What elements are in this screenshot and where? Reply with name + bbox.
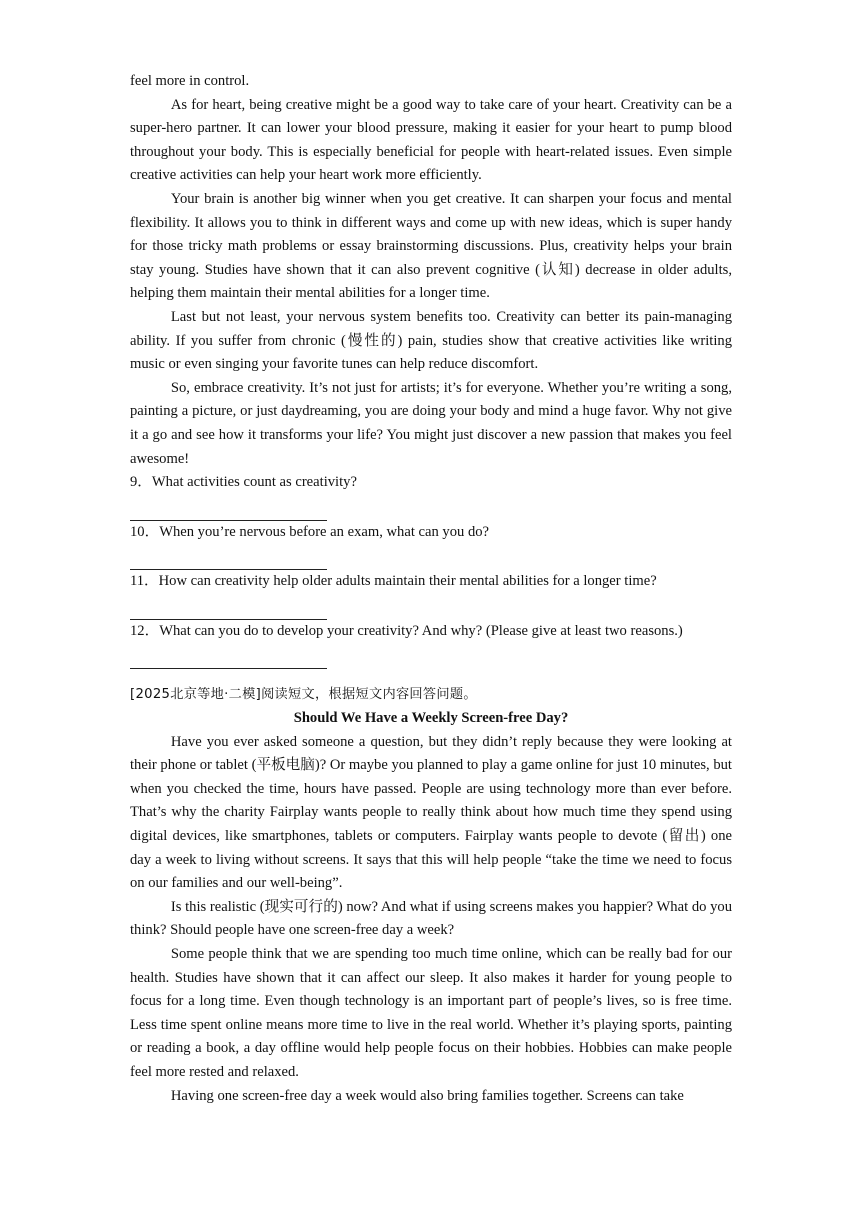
passage2-paragraph-families: Having one screen-free day a week would also bring families together. Screens can take — [170, 1087, 684, 1104]
answer-line-9[interactable] — [130, 495, 327, 521]
answer-line-11[interactable] — [130, 594, 327, 620]
passage1-fragment: feel more in control. — [130, 73, 250, 89]
passage1-paragraph-conclusion: So, embrace creativity. It’s not just for artists; it’s for everyone. Whether you’re writing a song, painting a picture, or just daydreaming, you are doing your body and mind a huge favor. Why not give it a go and see how it transforms your life? You might just discover a new passion that makes you feel awesome! — [130, 379, 732, 467]
passage2-source-instruction: [2025北京等地·二模]阅读短文，根据短文内容回答问题。 — [130, 687, 477, 703]
passage1-paragraph-brain: Your brain is another big winner when you get creative. It can sharpen your focus and mental flexibility. It allows you to think in different ways and come up with new ideas, which is super handy for those tricky math problems or essay brainstorming discussions. Plus, creativity helps your brain stay young. Studies have shown that it can also prevent cognitive (认知) decrease in older adults, helping them maintain their mental abilities for a longer time. — [130, 190, 732, 302]
answer-line-10[interactable] — [130, 544, 327, 570]
question-9: 9．What activities count as creativity? — [130, 474, 357, 491]
worksheet-page — [130, 70, 732, 1108]
passage2-title: Should We Have a Weekly Screen-free Day? — [293, 710, 569, 727]
question-12: 12．What can you do to develop your creativity? And why? (Please give at least two reasons.) — [130, 622, 683, 639]
question-11: 11．How can creativity help older adults maintain their mental abilities for a longer time? — [130, 573, 657, 590]
passage1-paragraph-heart: As for heart, being creative might be a good way to take care of your heart. Creativity can be a super-hero partner. It can lower your blood pressure, making it easier for your heart to pump blood throughout your body. This is especially beneficial for people with heart-related issues. Even simple creative activities can help your heart work more efficiently. — [130, 96, 732, 184]
question-10: 10．When you’re nervous before an exam, what can you do? — [130, 523, 490, 540]
section-gap — [130, 669, 732, 683]
passage2-paragraph-question: Is this realistic (现实可行的) now? And what if using screens makes you happier? What do you think? Should people have one screen-free day a week? — [130, 898, 732, 939]
passage1-paragraph-nervous-system: Last but not least, your nervous system benefits too. Creativity can better its pain-managing ability. If you suffer from chronic (慢性的) pain, studies show that creative activities like writing music or even singing your favorite tunes can help reduce discomfort. — [130, 308, 732, 373]
answer-line-12[interactable] — [130, 643, 327, 669]
passage2-paragraph-health: Some people think that we are spending too much time online, which can be really bad for our health. Studies have shown that it can affect our sleep. It also makes it harder for young people to focus for a long time. Even though technology is an important part of people’s lives, so is free time. Less time spent online means more time to live in the real world. Whether it’s playing sports, painting or reading a book, a day offline would help people focus on their hobbies. Hobbies can make people feel more rested and relaxed. — [130, 946, 732, 1080]
passage2-paragraph-intro: Have you ever asked someone a question, but they didn’t reply because they were looking at their phone or tablet (平板电脑)? Or maybe you planned to play a game online for just 10 minutes, but when you checked the time, hours have passed. People are using technology more than ever before. That’s why the charity Fairplay wants people to really think about how much time they spend using digital devices, like smartphones, tablets or computers. Fairplay wants people to devote (留出) one day a week to living without screens. It says that this will help people “take the time we need to focus on our families and our well-being”. — [130, 733, 732, 892]
